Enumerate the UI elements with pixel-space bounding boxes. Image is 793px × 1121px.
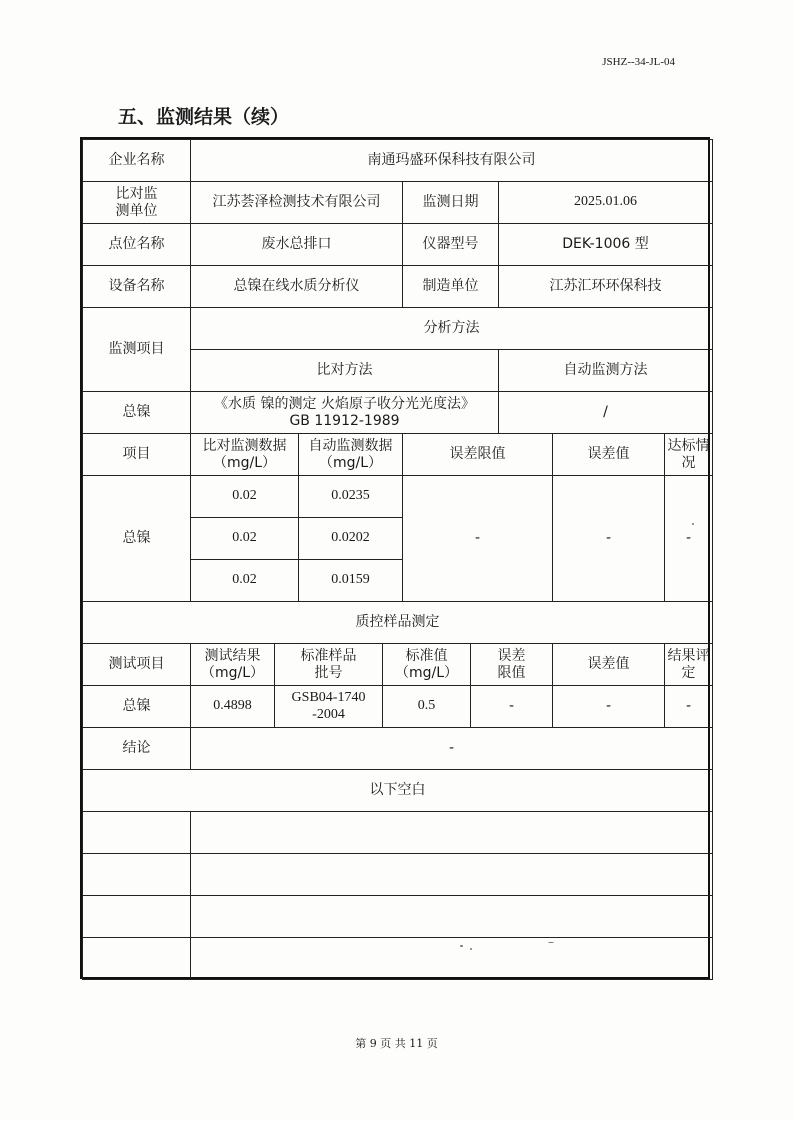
qc-item: 总镍	[83, 686, 191, 728]
instrument-model-value: DEK-1006 型	[499, 224, 713, 266]
enterprise-label: 企业名称	[83, 140, 191, 182]
scan-speck	[692, 523, 694, 525]
qc-header-standard: 标准值（mg/L）	[383, 644, 471, 686]
compare-auto-value: 0.0159	[299, 560, 403, 602]
compare-data-row	[83, 476, 713, 518]
compare-manual-value: 0.02	[191, 560, 299, 602]
qc-header-evaluation: 结果评定	[665, 644, 713, 686]
device-label: 设备名称	[83, 266, 191, 308]
qc-header-item: 测试项目	[83, 644, 191, 686]
compare-auto-value: 0.0235	[299, 476, 403, 518]
method-header-row	[83, 308, 713, 350]
qc-evaluation: -	[665, 686, 713, 728]
qc-header-result: 测试结果（mg/L）	[191, 644, 275, 686]
compare-item: 总镍	[83, 476, 191, 602]
maker-value: 江苏汇环环保科技	[499, 266, 713, 308]
scan-speck	[470, 948, 472, 950]
device-row	[83, 266, 713, 308]
date-label: 监测日期	[403, 182, 499, 224]
empty-row	[83, 896, 713, 938]
maker-label: 制造单位	[403, 266, 499, 308]
compare-header-compliance: 达标情况	[665, 434, 713, 476]
compare-header-row	[83, 434, 713, 476]
compare-error-limit: -	[403, 476, 553, 602]
compare-header-error-limit: 误差限值	[403, 434, 553, 476]
blank-note-row	[83, 770, 713, 812]
scan-speck	[548, 942, 554, 943]
monitoring-results-table	[80, 137, 710, 979]
blank-note: 以下空白	[83, 770, 713, 812]
compare-unit-row	[83, 182, 713, 224]
empty-row	[83, 812, 713, 854]
scan-speck	[460, 945, 463, 947]
compare-manual-value: 0.02	[191, 518, 299, 560]
enterprise-value: 南通玛盛环保科技有限公司	[191, 140, 713, 182]
method-row	[83, 392, 713, 434]
empty-row	[83, 938, 713, 980]
instrument-model-label: 仪器型号	[403, 224, 499, 266]
empty-row	[83, 854, 713, 896]
compare-unit-value: 江苏荟泽检测技术有限公司	[191, 182, 403, 224]
conclusion-label: 结论	[83, 728, 191, 770]
qc-title: 质控样品测定	[83, 602, 713, 644]
device-value: 总镍在线水质分析仪	[191, 266, 403, 308]
compare-method-label: 比对方法	[191, 350, 499, 392]
qc-header-batch: 标准样品批号	[275, 644, 383, 686]
qc-title-row	[83, 602, 713, 644]
qc-standard: 0.5	[383, 686, 471, 728]
conclusion-row	[83, 728, 713, 770]
compare-error-value: -	[553, 476, 665, 602]
qc-header-error-limit: 误差限值	[471, 644, 553, 686]
point-value: 废水总排口	[191, 224, 403, 266]
conclusion-value: -	[191, 728, 713, 770]
qc-error-limit: -	[471, 686, 553, 728]
auto-method-value: /	[499, 392, 713, 434]
compare-method-value: 《水质 镍的测定 火焰原子收分光光度法》GB 11912-1989	[191, 392, 499, 434]
compare-manual-value: 0.02	[191, 476, 299, 518]
enterprise-row	[83, 140, 713, 182]
compare-compliance: -	[665, 476, 713, 602]
date-value: 2025.01.06	[499, 182, 713, 224]
compare-header-auto: 自动监测数据（mg/L）	[299, 434, 403, 476]
section-title: 五、监测结果（续）	[118, 106, 290, 128]
point-label: 点位名称	[83, 224, 191, 266]
point-row	[83, 224, 713, 266]
page-number: 第 9 页 共 11 页	[355, 1037, 438, 1050]
method-item: 总镍	[83, 392, 191, 434]
compare-header-item: 项目	[83, 434, 191, 476]
qc-batch: GSB04-1740-2004	[275, 686, 383, 728]
analysis-method-label: 分析方法	[191, 308, 713, 350]
auto-method-label: 自动监测方法	[499, 350, 713, 392]
qc-data-row	[83, 686, 713, 728]
qc-header-error-value: 误差值	[553, 644, 665, 686]
compare-header-error-value: 误差值	[553, 434, 665, 476]
qc-header-row	[83, 644, 713, 686]
monitoring-item-label: 监测项目	[83, 308, 191, 392]
qc-result: 0.4898	[191, 686, 275, 728]
qc-error-value: -	[553, 686, 665, 728]
compare-header-manual: 比对监测数据（mg/L）	[191, 434, 299, 476]
compare-auto-value: 0.0202	[299, 518, 403, 560]
document-code: JSHZ--34-JL-04	[602, 56, 675, 68]
compare-unit-label: 比对监测单位	[83, 182, 191, 224]
